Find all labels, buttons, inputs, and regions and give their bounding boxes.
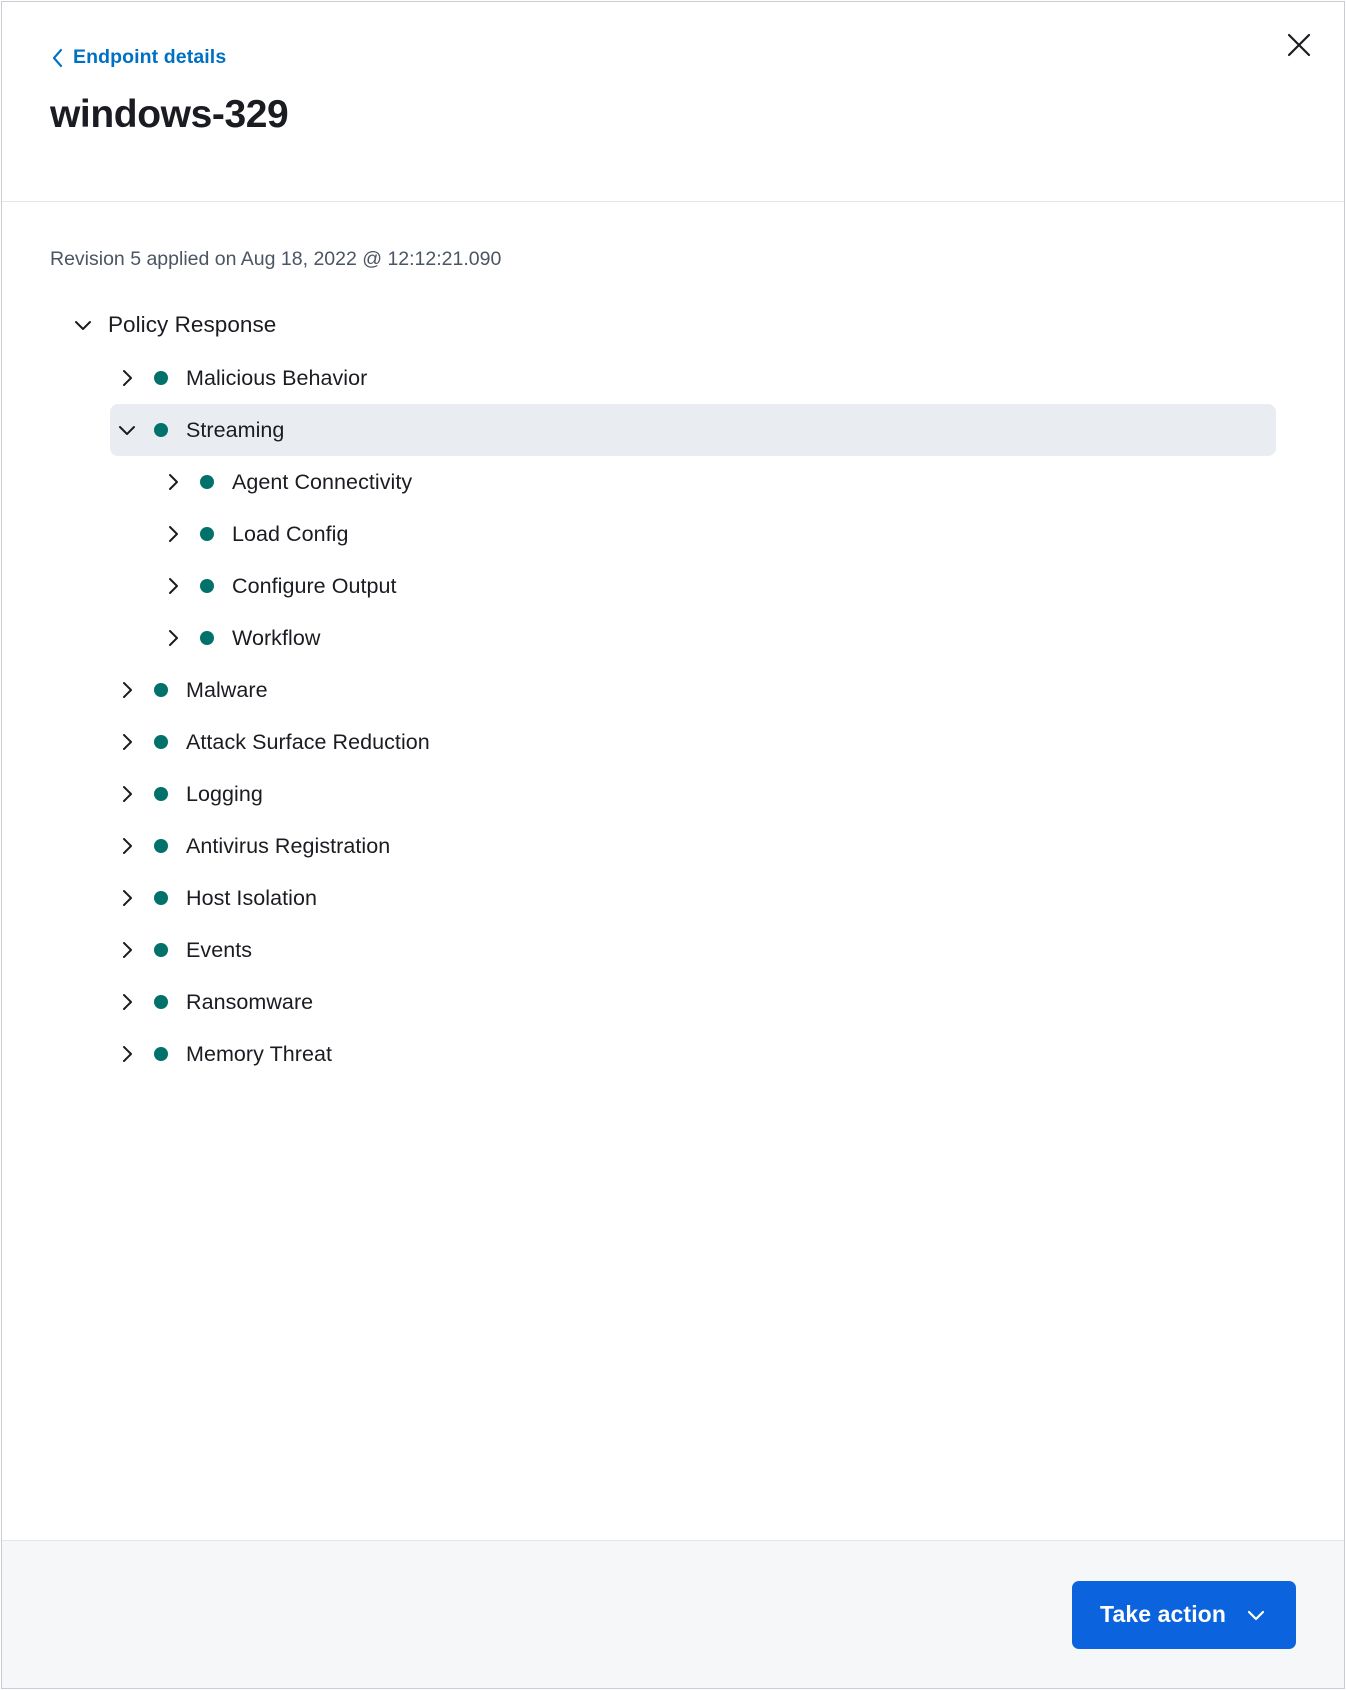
tree-row-antivirus-registration[interactable] — [110, 820, 1276, 872]
status-dot-icon — [200, 631, 214, 645]
status-dot-icon — [154, 1047, 168, 1061]
tree-row-policy-response[interactable] — [66, 298, 1300, 352]
chevron-right-icon[interactable] — [156, 569, 190, 603]
tree-node-label: Ransomware — [186, 989, 314, 1014]
tree-row-malware[interactable] — [110, 664, 1276, 716]
flyout-header — [2, 2, 1344, 202]
chevron-right-icon[interactable] — [110, 829, 144, 863]
chevron-down-icon — [1244, 1603, 1268, 1627]
status-dot-icon — [154, 683, 168, 697]
status-dot-icon — [154, 891, 168, 905]
flyout-body — [2, 202, 1344, 1540]
tree-row-malicious-behavior[interactable] — [110, 352, 1276, 404]
status-dot-icon — [154, 371, 168, 385]
tree-row-workflow[interactable] — [156, 612, 1276, 664]
tree-row-logging[interactable] — [110, 768, 1276, 820]
tree-node-label: Logging — [186, 781, 263, 806]
chevron-right-icon[interactable] — [156, 621, 190, 655]
tree-row-host-isolation[interactable] — [110, 872, 1276, 924]
tree-root-label: Policy Response — [108, 312, 277, 338]
tree-row-ransomware[interactable] — [110, 976, 1276, 1028]
tree-node-label: Antivirus Registration — [186, 833, 391, 858]
close-icon — [1286, 32, 1312, 58]
tree-row-streaming[interactable] — [110, 404, 1276, 456]
chevron-right-icon[interactable] — [110, 725, 144, 759]
chevron-down-icon[interactable] — [110, 413, 144, 447]
status-dot-icon — [154, 995, 168, 1009]
tree-node-label: Attack Surface Reduction — [186, 729, 430, 754]
tree-row-configure-output[interactable] — [156, 560, 1276, 612]
endpoint-details-flyout — [1, 1, 1345, 1689]
chevron-right-icon[interactable] — [110, 933, 144, 967]
tree-row-events[interactable] — [110, 924, 1276, 976]
tree-row-memory-threat[interactable] — [110, 1028, 1276, 1080]
tree-row-attack-surface-reduction[interactable] — [110, 716, 1276, 768]
back-link-endpoint-details[interactable] — [50, 48, 226, 68]
tree-node-label: Memory Threat — [186, 1041, 333, 1066]
status-dot-icon — [200, 527, 214, 541]
chevron-right-icon[interactable] — [110, 1037, 144, 1071]
take-action-label: Take action — [1100, 1601, 1226, 1627]
chevron-right-icon[interactable] — [110, 777, 144, 811]
tree-node-label: Load Config — [232, 521, 349, 546]
flyout-footer — [2, 1540, 1344, 1688]
status-dot-icon — [200, 579, 214, 593]
tree-node-label: Events — [186, 937, 253, 962]
chevron-right-icon[interactable] — [156, 465, 190, 499]
chevron-right-icon[interactable] — [110, 881, 144, 915]
tree-node-label: Host Isolation — [186, 885, 317, 910]
chevron-down-icon[interactable] — [66, 308, 100, 342]
status-dot-icon — [154, 787, 168, 801]
tree-row-agent-connectivity[interactable] — [156, 456, 1276, 508]
chevron-right-icon[interactable] — [156, 517, 190, 551]
take-action-button[interactable] — [1072, 1581, 1296, 1649]
tree-node-label: Malware — [186, 677, 268, 702]
back-link-label: Endpoint details — [73, 46, 227, 69]
status-dot-icon — [154, 839, 168, 853]
chevron-right-icon[interactable] — [110, 673, 144, 707]
status-dot-icon — [154, 735, 168, 749]
status-dot-icon — [154, 943, 168, 957]
policy-response-tree — [46, 298, 1300, 1080]
revision-text: Revision 5 applied on Aug 18, 2022 @ 12:12:21.090 — [50, 248, 502, 270]
tree-node-label: Streaming — [186, 417, 285, 442]
tree-row-load-config[interactable] — [156, 508, 1276, 560]
status-dot-icon — [154, 423, 168, 437]
chevron-left-icon — [50, 48, 64, 68]
status-dot-icon — [200, 475, 214, 489]
close-button[interactable] — [1276, 22, 1322, 68]
chevron-right-icon[interactable] — [110, 361, 144, 395]
tree-node-label: Configure Output — [232, 573, 397, 598]
chevron-right-icon[interactable] — [110, 985, 144, 1019]
tree-node-label: Agent Connectivity — [232, 469, 413, 494]
tree-node-label: Malicious Behavior — [186, 365, 368, 390]
page-title: windows-329 — [50, 93, 289, 136]
tree-node-label: Workflow — [232, 625, 321, 650]
